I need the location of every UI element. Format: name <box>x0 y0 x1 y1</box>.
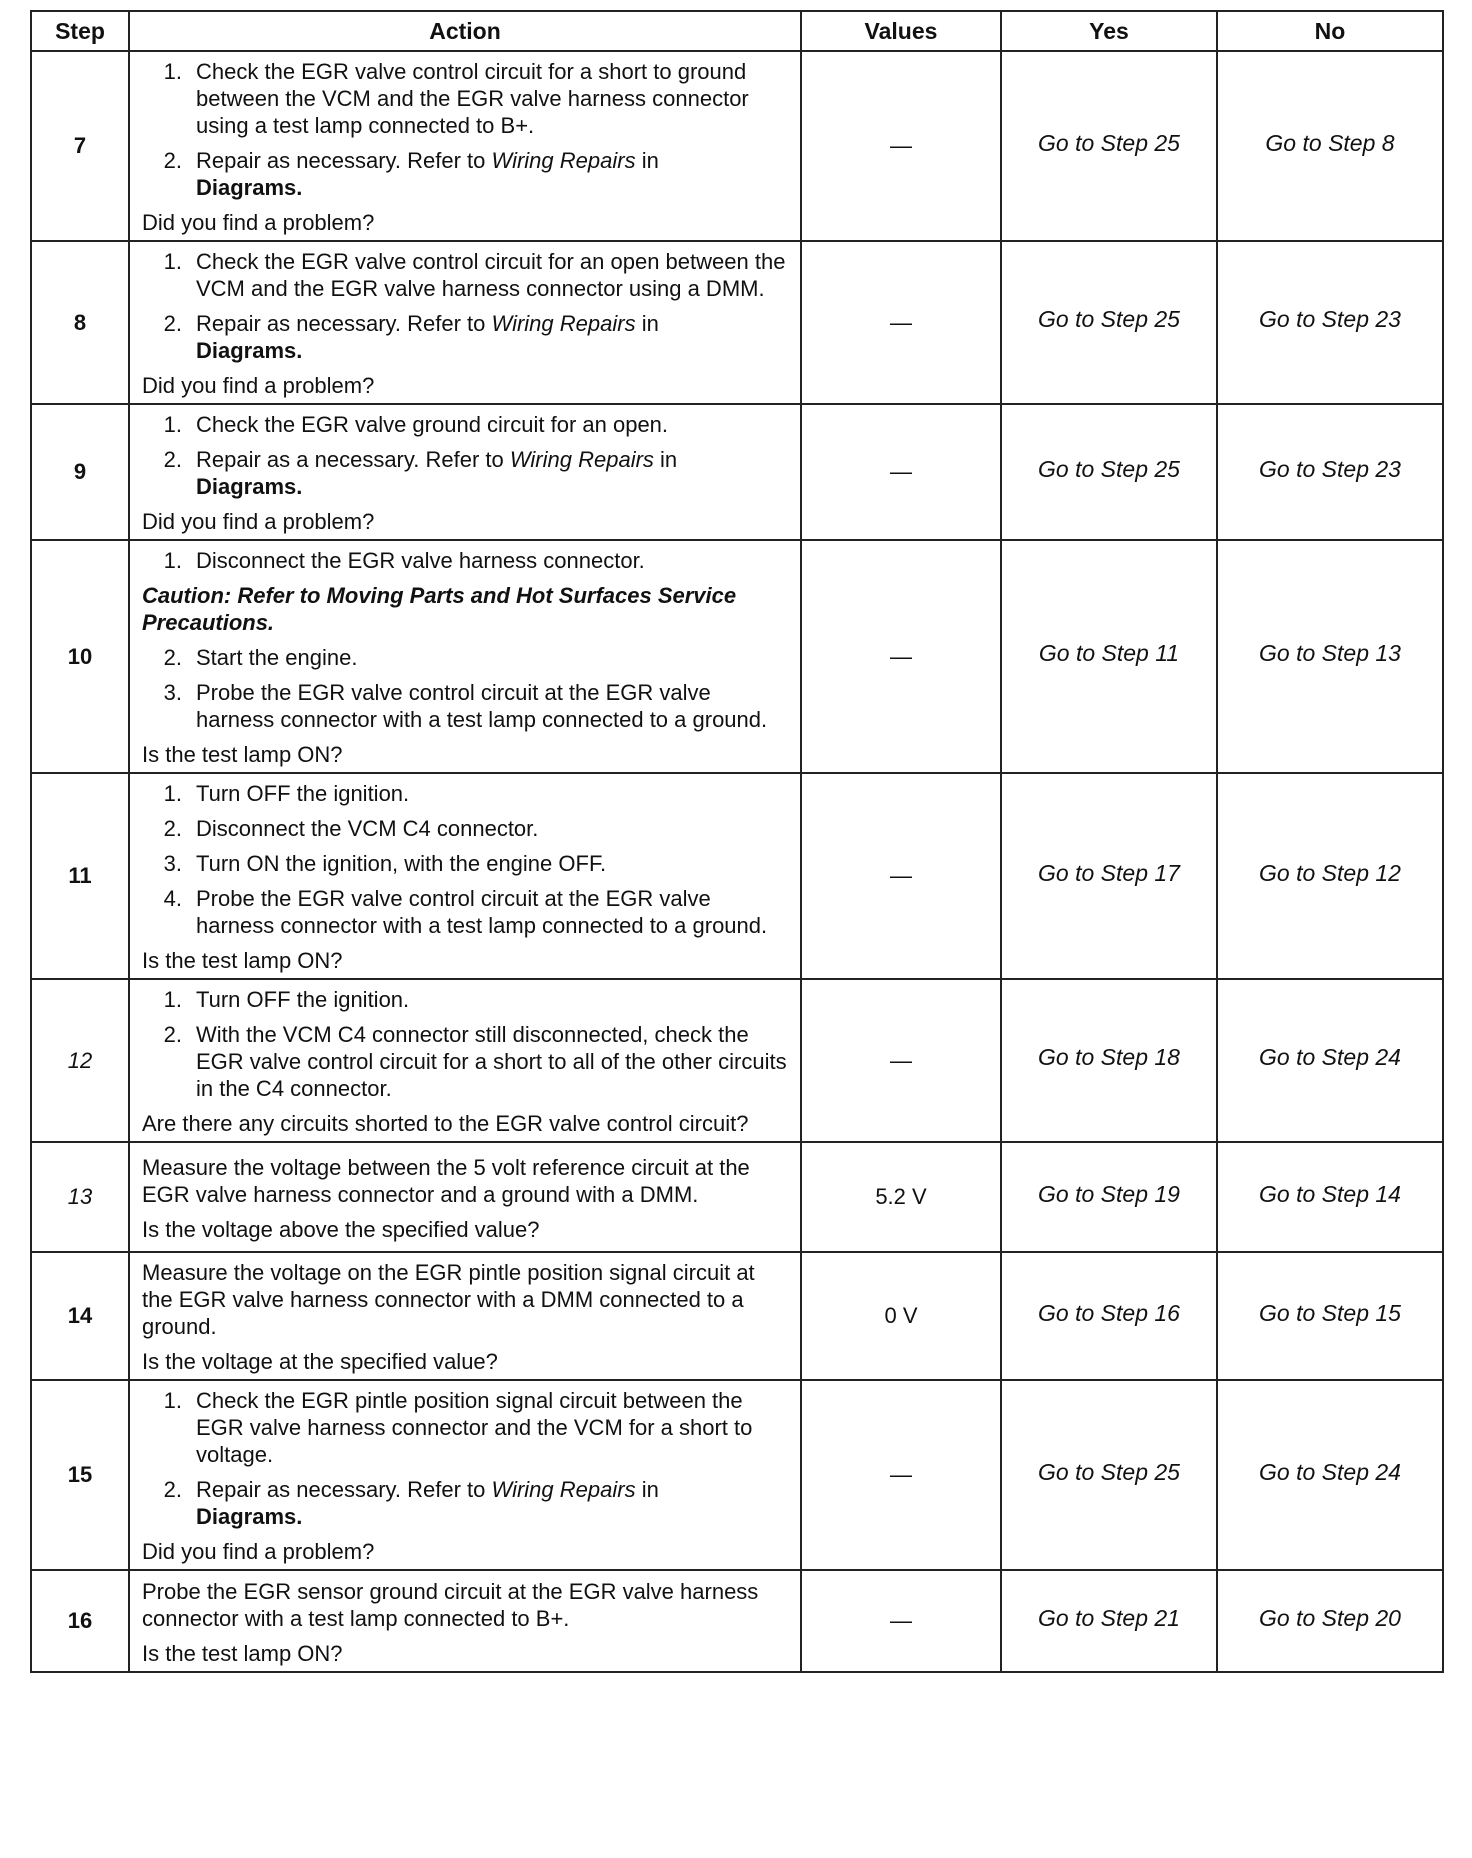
value-cell: — <box>801 979 1001 1142</box>
table-row <box>31 1142 1443 1252</box>
header-action: Action <box>129 11 801 51</box>
table-row <box>31 979 1443 1142</box>
yes-goto: Go to Step 25 <box>1038 1458 1180 1485</box>
list-item: 1. Check the EGR pintle position signal circuit between the EGR valve harness connector and the VCM for a short to voltage. <box>163 1388 753 1467</box>
yes-goto: Go to Step 16 <box>1038 1299 1180 1326</box>
value-cell: — <box>801 773 1001 979</box>
no-goto: Go to Step 20 <box>1259 1604 1401 1631</box>
action-cell <box>129 1380 801 1570</box>
value-cell: — <box>801 404 1001 540</box>
no-cell <box>1217 404 1443 540</box>
list-item: 4. Probe the EGR valve control circuit at the EGR valve harness connector with a test lamp connected to a ground. <box>163 886 768 938</box>
table-row <box>31 1380 1443 1570</box>
yes-goto: Go to Step 19 <box>1038 1180 1180 1207</box>
list-item: 1. Check the EGR valve control circuit for an open between the VCM and the EGR valve harness connector using a DMM. <box>163 249 786 301</box>
yes-cell <box>1001 1142 1217 1252</box>
header-yes: Yes <box>1001 11 1217 51</box>
yes-cell <box>1001 540 1217 773</box>
list-item: 3. Probe the EGR valve control circuit at the EGR valve harness connector with a test lamp connected to a ground. <box>163 680 768 732</box>
no-cell <box>1217 51 1443 241</box>
action-cell <box>129 241 801 404</box>
yes-cell <box>1001 241 1217 404</box>
list-item: 1. Disconnect the EGR valve harness connector. <box>163 548 645 573</box>
no-goto: Go to Step 8 <box>1265 129 1395 156</box>
yes-cell <box>1001 1570 1217 1672</box>
table-row <box>31 241 1443 404</box>
yes-goto: Go to Step 21 <box>1038 1604 1180 1631</box>
diagnostic-table <box>30 10 1444 1673</box>
no-cell <box>1217 1380 1443 1570</box>
value-cell: — <box>801 540 1001 773</box>
value-cell: — <box>801 1570 1001 1672</box>
yes-goto: Go to Step 17 <box>1038 859 1180 886</box>
no-goto: Go to Step 23 <box>1259 455 1401 482</box>
list-item: 1. Turn OFF the ignition. <box>163 781 410 806</box>
list-item: 1. Turn OFF the ignition. <box>163 987 410 1012</box>
header-row <box>31 11 1443 51</box>
value-cell: — <box>801 1380 1001 1570</box>
no-cell <box>1217 1570 1443 1672</box>
action-text: Measure the voltage on the EGR pintle position signal circuit at the EGR valve harness connector with a DMM connected to a ground. <box>142 1260 755 1339</box>
question-text: Did you find a problem? <box>142 509 375 534</box>
table-row <box>31 773 1443 979</box>
table-row <box>31 540 1443 773</box>
question-text: Is the test lamp ON? <box>142 1640 343 1666</box>
value-cell: 5.2 V <box>801 1142 1001 1252</box>
question-text: Is the voltage above the specified value? <box>142 1216 540 1242</box>
list-item: 3. Turn ON the ignition, with the engine OFF. <box>163 851 607 876</box>
step-number: 11 <box>31 773 129 979</box>
yes-goto: Go to Step 25 <box>1038 129 1180 156</box>
table-row <box>31 51 1443 241</box>
step-number: 16 <box>31 1570 129 1672</box>
action-cell <box>129 404 801 540</box>
list-item: 2. Start the engine. <box>163 645 358 670</box>
no-goto: Go to Step 12 <box>1259 859 1401 886</box>
table-row <box>31 404 1443 540</box>
header-step: Step <box>31 11 129 51</box>
header-no: No <box>1217 11 1443 51</box>
step-number: 9 <box>31 404 129 540</box>
yes-goto: Go to Step 25 <box>1038 306 1180 332</box>
question-text: Is the voltage at the specified value? <box>142 1349 498 1374</box>
yes-goto: Go to Step 25 <box>1038 455 1180 482</box>
list-item: 2. Repair as necessary. Refer to Wiring Repairs in Diagrams. <box>163 311 659 363</box>
step-number: 10 <box>31 540 129 773</box>
no-cell <box>1217 773 1443 979</box>
value-cell: 0 V <box>801 1252 1001 1380</box>
no-cell <box>1217 241 1443 404</box>
step-number: 14 <box>31 1252 129 1380</box>
action-cell <box>129 1252 801 1380</box>
yes-cell <box>1001 1252 1217 1380</box>
list-item: 2. Disconnect the VCM C4 connector. <box>163 816 539 841</box>
question-text: Did you find a problem? <box>142 1539 375 1564</box>
yes-cell <box>1001 1380 1217 1570</box>
step-number: 12 <box>31 979 129 1142</box>
question-text: Did you find a problem? <box>142 210 375 235</box>
action-cell <box>129 51 801 241</box>
no-cell <box>1217 1142 1443 1252</box>
value-cell: — <box>801 241 1001 404</box>
yes-goto: Go to Step 18 <box>1038 1044 1180 1070</box>
action-text: Measure the voltage between the 5 volt reference circuit at the EGR valve harness connector and a ground with a DMM. <box>142 1154 750 1207</box>
yes-cell <box>1001 404 1217 540</box>
action-cell <box>129 1570 801 1672</box>
question-text: Is the test lamp ON? <box>142 948 343 973</box>
action-cell <box>129 979 801 1142</box>
yes-cell <box>1001 979 1217 1142</box>
step-number: 8 <box>31 241 129 404</box>
action-cell <box>129 1142 801 1252</box>
no-cell <box>1217 540 1443 773</box>
action-text: Probe the EGR sensor ground circuit at the EGR valve harness connector with a test lamp connected to B+. <box>142 1578 759 1631</box>
action-cell <box>129 773 801 979</box>
yes-cell <box>1001 51 1217 241</box>
no-goto: Go to Step 14 <box>1259 1180 1401 1207</box>
yes-goto: Go to Step 11 <box>1038 640 1180 666</box>
header-values: Values <box>801 11 1001 51</box>
step-number: 7 <box>31 51 129 241</box>
question-text: Are there any circuits shorted to the EGR valve control circuit? <box>142 1111 749 1136</box>
list-item: 1. Check the EGR valve ground circuit for an open. <box>163 412 669 437</box>
step-number: 13 <box>31 1142 129 1252</box>
no-goto: Go to Step 15 <box>1259 1299 1401 1326</box>
table-row <box>31 1570 1443 1672</box>
yes-cell <box>1001 773 1217 979</box>
list-item: 2. Repair as necessary. Refer to Wiring Repairs in Diagrams. <box>163 148 659 200</box>
no-cell <box>1217 1252 1443 1380</box>
caution-note: Caution: Refer to Moving Parts and Hot Surfaces Service Precautions. <box>142 583 737 635</box>
no-goto: Go to Step 23 <box>1259 306 1401 332</box>
step-number: 15 <box>31 1380 129 1570</box>
no-cell <box>1217 979 1443 1142</box>
list-item: 2. Repair as necessary. Refer to Wiring Repairs in Diagrams. <box>163 1477 659 1529</box>
list-item: 2. Repair as a necessary. Refer to Wiring Repairs in Diagrams. <box>163 447 678 499</box>
question-text: Did you find a problem? <box>142 373 375 398</box>
table-row <box>31 1252 1443 1380</box>
value-cell: — <box>801 51 1001 241</box>
list-item: 1. Check the EGR valve control circuit for a short to ground between the VCM and the EGR valve harness connector using a test lamp connected to B+. <box>163 59 749 138</box>
list-item: 2. With the VCM C4 connector still disconnected, check the EGR valve control circuit for a short to all of the other circuits in the C4 connector. <box>163 1022 787 1101</box>
question-text: Is the test lamp ON? <box>142 742 343 767</box>
no-goto: Go to Step 13 <box>1259 640 1401 666</box>
no-goto: Go to Step 24 <box>1259 1044 1401 1070</box>
no-goto: Go to Step 24 <box>1259 1458 1401 1485</box>
action-cell <box>129 540 801 773</box>
